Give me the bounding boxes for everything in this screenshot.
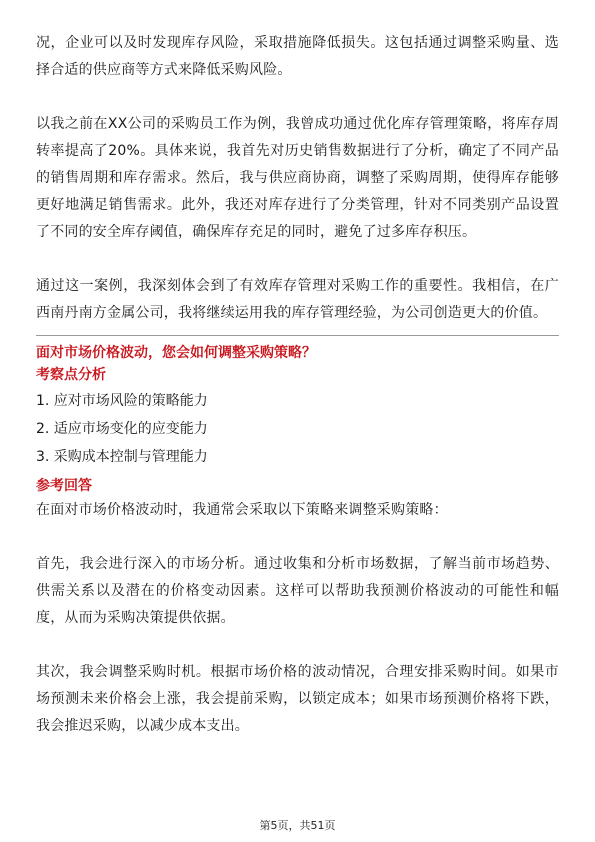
answer-heading: 参考回答 xyxy=(36,478,92,494)
paragraph-risk-continuation: 况，企业可以及时发现库存风险，采取措施降低损失。这包括通过调整采购量、选择合适的供应商等方式来降低采购风险。 xyxy=(36,35,559,78)
analysis-heading: 考察点分析 xyxy=(36,367,106,383)
answer-market-analysis: 首先，我会进行深入的市场分析。通过收集和分析市场数据，了解当前市场趋势、供需关系以及潜在的价格变动因素。这样可以帮助我预测价格波动的可能性和幅度，从而为采购决策提供依据。 xyxy=(36,556,559,626)
section-divider xyxy=(36,335,559,336)
paragraph-case-example: 以我之前在XX公司的采购员工作为例，我曾成功通过优化库存管理策略，将库存周转率提高了20%。具体来说，我首先对历史销售数据进行了分析，确定了不同产品的销售周期和库存需求。然后，我与供应商协商，调整了采购周期，使得库存能够更好地满足销售需求。此外，我还对库存进行了分类管理，针对不同类别产品设置了不同的安全库存阈值，确保库存充足的同时，避免了过多库存积压。 xyxy=(36,116,559,240)
answer-purchase-timing: 其次，我会调整采购时机。根据市场价格的波动情况，合理安排采购时间。如果市场预测未来价格会上涨，我会提前采购，以锁定成本；如果市场预测价格将下跌，我会推迟采购，以减少成本支出。 xyxy=(36,664,559,734)
interview-question: 面对市场价格波动，您会如何调整采购策略？ xyxy=(36,345,316,361)
analysis-item: 3. 采购成本控制与管理能力 xyxy=(36,449,208,465)
answer-intro: 在面对市场价格波动时，我通常会采取以下策略来调整采购策略： xyxy=(36,502,448,518)
analysis-list xyxy=(36,387,559,471)
document-page xyxy=(36,30,559,740)
page-number: 第5页，共51页 xyxy=(259,819,336,832)
paragraph-case-conclusion: 通过这一案例，我深刻体会到了有效库存管理对采购工作的重要性。我相信，在广西南丹南方金属公司，我将继续运用我的库存管理经验，为公司创造更大的价值。 xyxy=(36,278,559,321)
analysis-item: 2. 适应市场变化的应变能力 xyxy=(36,421,208,437)
analysis-item: 1. 应对市场风险的策略能力 xyxy=(36,393,208,409)
